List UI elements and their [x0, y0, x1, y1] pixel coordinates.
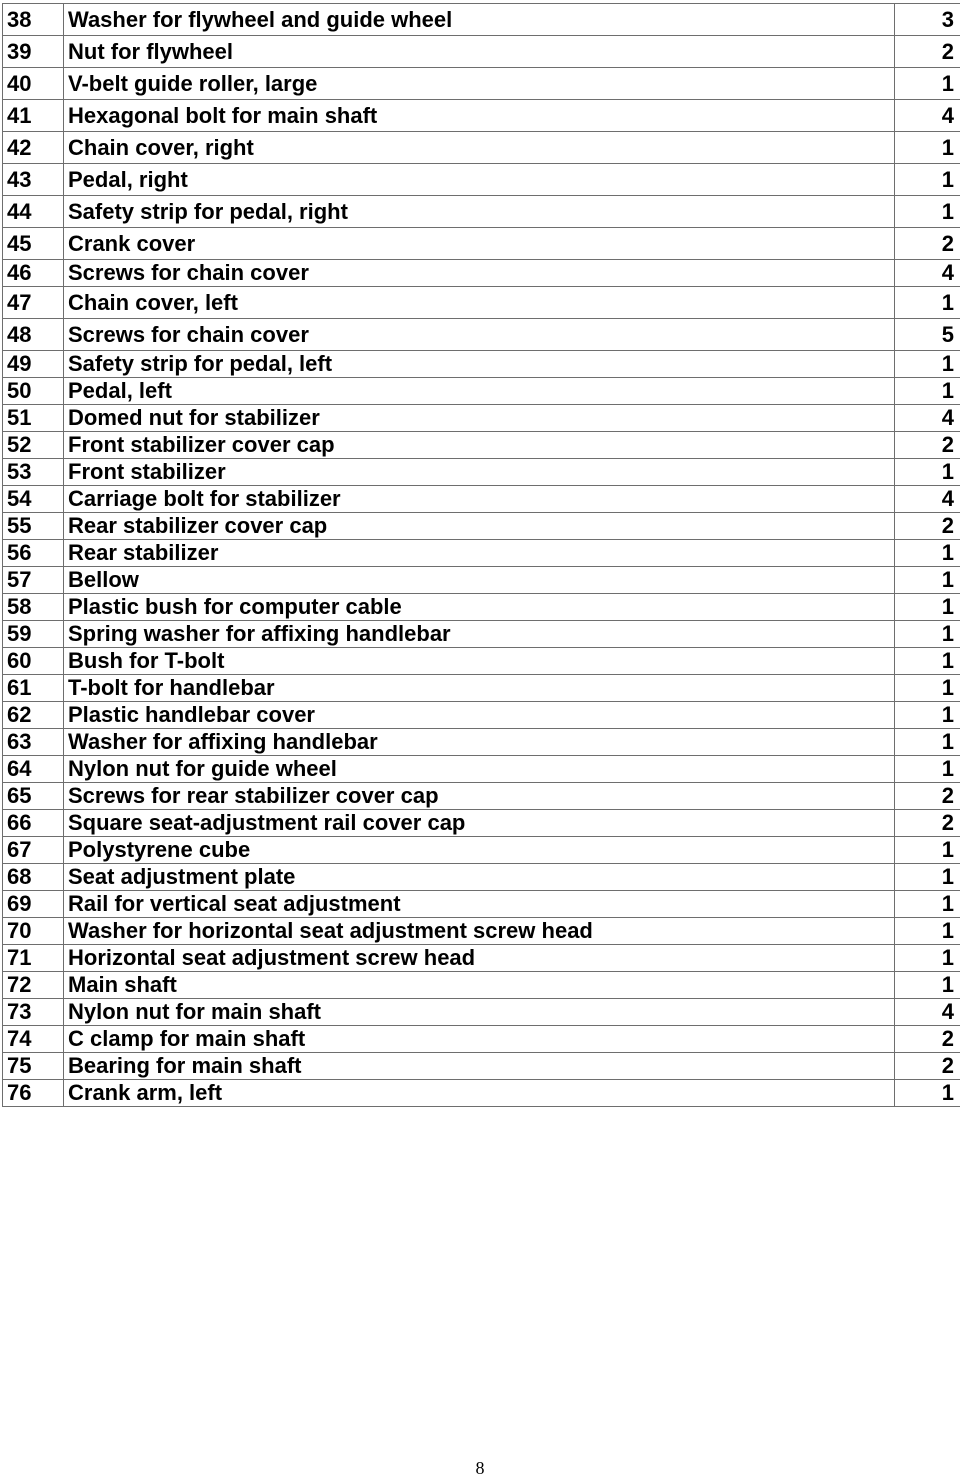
- part-quantity: 1: [895, 648, 960, 675]
- part-quantity: 1: [895, 567, 960, 594]
- part-quantity: 1: [895, 891, 960, 918]
- part-quantity: 1: [895, 68, 960, 100]
- part-quantity: 1: [895, 287, 960, 319]
- table-row: [3, 164, 960, 196]
- part-quantity: 2: [895, 228, 960, 260]
- part-description: Washer for affixing handlebar: [64, 729, 895, 756]
- part-number: 42: [3, 132, 64, 164]
- table-row: [3, 459, 960, 486]
- part-description: Spring washer for affixing handlebar: [64, 621, 895, 648]
- part-description: Chain cover, right: [64, 132, 895, 164]
- table-row: [3, 1053, 960, 1080]
- table-row: [3, 837, 960, 864]
- part-description: Safety strip for pedal, right: [64, 196, 895, 228]
- table-row: [3, 729, 960, 756]
- part-number: 43: [3, 164, 64, 196]
- part-number: 41: [3, 100, 64, 132]
- part-quantity: 4: [895, 486, 960, 513]
- part-description: Crank cover: [64, 228, 895, 260]
- part-description: Carriage bolt for stabilizer: [64, 486, 895, 513]
- part-quantity: 2: [895, 513, 960, 540]
- table-row: [3, 918, 960, 945]
- parts-list-table: [2, 3, 960, 1107]
- parts-list-body: [3, 4, 960, 1107]
- part-description: Domed nut for stabilizer: [64, 405, 895, 432]
- part-number: 55: [3, 513, 64, 540]
- part-description: Chain cover, left: [64, 287, 895, 319]
- table-row: [3, 36, 960, 68]
- part-number: 50: [3, 378, 64, 405]
- part-description: Front stabilizer cover cap: [64, 432, 895, 459]
- part-description: Bearing for main shaft: [64, 1053, 895, 1080]
- part-description: Horizontal seat adjustment screw head: [64, 945, 895, 972]
- part-number: 65: [3, 783, 64, 810]
- part-description: Rear stabilizer: [64, 540, 895, 567]
- table-row: [3, 594, 960, 621]
- part-quantity: 1: [895, 918, 960, 945]
- part-number: 38: [3, 4, 64, 36]
- table-row: [3, 783, 960, 810]
- table-row: [3, 4, 960, 36]
- part-description: Screws for rear stabilizer cover cap: [64, 783, 895, 810]
- part-quantity: 2: [895, 432, 960, 459]
- table-row: [3, 864, 960, 891]
- part-quantity: 1: [895, 378, 960, 405]
- table-row: [3, 228, 960, 260]
- part-quantity: 1: [895, 756, 960, 783]
- table-row: [3, 100, 960, 132]
- part-quantity: 2: [895, 1026, 960, 1053]
- part-number: 62: [3, 702, 64, 729]
- part-quantity: 1: [895, 945, 960, 972]
- part-number: 57: [3, 567, 64, 594]
- table-row: [3, 567, 960, 594]
- part-number: 67: [3, 837, 64, 864]
- table-row: [3, 132, 960, 164]
- part-quantity: 1: [895, 864, 960, 891]
- page-number: 8: [0, 1458, 960, 1479]
- part-description: Washer for horizontal seat adjustment screw head: [64, 918, 895, 945]
- part-description: Pedal, left: [64, 378, 895, 405]
- part-description: Bellow: [64, 567, 895, 594]
- part-description: Crank arm, left: [64, 1080, 895, 1107]
- part-number: 48: [3, 319, 64, 351]
- part-description: Pedal, right: [64, 164, 895, 196]
- table-row: [3, 999, 960, 1026]
- part-number: 58: [3, 594, 64, 621]
- part-number: 73: [3, 999, 64, 1026]
- part-description: Seat adjustment plate: [64, 864, 895, 891]
- part-quantity: 4: [895, 405, 960, 432]
- part-number: 63: [3, 729, 64, 756]
- table-row: [3, 756, 960, 783]
- table-row: [3, 675, 960, 702]
- table-row: [3, 972, 960, 999]
- part-quantity: 1: [895, 459, 960, 486]
- part-number: 74: [3, 1026, 64, 1053]
- part-number: 46: [3, 260, 64, 287]
- part-number: 60: [3, 648, 64, 675]
- table-row: [3, 486, 960, 513]
- table-row: [3, 378, 960, 405]
- part-description: T-bolt for handlebar: [64, 675, 895, 702]
- table-row: [3, 319, 960, 351]
- part-description: Front stabilizer: [64, 459, 895, 486]
- part-number: 51: [3, 405, 64, 432]
- part-description: Bush for T-bolt: [64, 648, 895, 675]
- part-number: 69: [3, 891, 64, 918]
- part-number: 53: [3, 459, 64, 486]
- part-description: Plastic handlebar cover: [64, 702, 895, 729]
- part-number: 76: [3, 1080, 64, 1107]
- table-row: [3, 540, 960, 567]
- part-quantity: 1: [895, 1080, 960, 1107]
- part-description: Hexagonal bolt for main shaft: [64, 100, 895, 132]
- part-quantity: 1: [895, 594, 960, 621]
- table-row: [3, 621, 960, 648]
- part-number: 56: [3, 540, 64, 567]
- part-description: Nylon nut for main shaft: [64, 999, 895, 1026]
- table-row: [3, 513, 960, 540]
- part-quantity: 2: [895, 783, 960, 810]
- part-quantity: 1: [895, 164, 960, 196]
- part-number: 49: [3, 351, 64, 378]
- part-quantity: 4: [895, 999, 960, 1026]
- part-description: Screws for chain cover: [64, 319, 895, 351]
- part-description: Main shaft: [64, 972, 895, 999]
- part-number: 66: [3, 810, 64, 837]
- part-quantity: 2: [895, 36, 960, 68]
- part-number: 45: [3, 228, 64, 260]
- part-description: Polystyrene cube: [64, 837, 895, 864]
- part-quantity: 1: [895, 540, 960, 567]
- part-quantity: 1: [895, 837, 960, 864]
- part-number: 71: [3, 945, 64, 972]
- table-row: [3, 891, 960, 918]
- table-row: [3, 68, 960, 100]
- table-row: [3, 702, 960, 729]
- table-row: [3, 810, 960, 837]
- part-quantity: 1: [895, 196, 960, 228]
- part-quantity: 1: [895, 621, 960, 648]
- part-quantity: 1: [895, 729, 960, 756]
- part-description: Safety strip for pedal, left: [64, 351, 895, 378]
- table-row: [3, 945, 960, 972]
- table-row: [3, 287, 960, 319]
- part-description: C clamp for main shaft: [64, 1026, 895, 1053]
- part-description: Screws for chain cover: [64, 260, 895, 287]
- part-description: Rail for vertical seat adjustment: [64, 891, 895, 918]
- part-number: 59: [3, 621, 64, 648]
- table-row: [3, 1026, 960, 1053]
- part-quantity: 1: [895, 972, 960, 999]
- part-description: V-belt guide roller, large: [64, 68, 895, 100]
- part-quantity: 1: [895, 702, 960, 729]
- part-description: Washer for flywheel and guide wheel: [64, 4, 895, 36]
- part-quantity: 2: [895, 810, 960, 837]
- part-quantity: 3: [895, 4, 960, 36]
- part-number: 75: [3, 1053, 64, 1080]
- part-quantity: 4: [895, 100, 960, 132]
- part-quantity: 5: [895, 319, 960, 351]
- part-number: 72: [3, 972, 64, 999]
- part-description: Nylon nut for guide wheel: [64, 756, 895, 783]
- part-number: 40: [3, 68, 64, 100]
- table-row: [3, 260, 960, 287]
- part-description: Nut for flywheel: [64, 36, 895, 68]
- table-row: [3, 196, 960, 228]
- part-number: 61: [3, 675, 64, 702]
- table-row: [3, 405, 960, 432]
- part-description: Square seat-adjustment rail cover cap: [64, 810, 895, 837]
- part-description: Rear stabilizer cover cap: [64, 513, 895, 540]
- part-number: 44: [3, 196, 64, 228]
- part-number: 70: [3, 918, 64, 945]
- part-quantity: 1: [895, 132, 960, 164]
- part-number: 39: [3, 36, 64, 68]
- table-row: [3, 1080, 960, 1107]
- part-quantity: 2: [895, 1053, 960, 1080]
- table-row: [3, 432, 960, 459]
- part-number: 64: [3, 756, 64, 783]
- part-quantity: 1: [895, 351, 960, 378]
- part-description: Plastic bush for computer cable: [64, 594, 895, 621]
- table-row: [3, 351, 960, 378]
- part-number: 52: [3, 432, 64, 459]
- table-row: [3, 648, 960, 675]
- part-number: 47: [3, 287, 64, 319]
- part-number: 68: [3, 864, 64, 891]
- part-quantity: 1: [895, 675, 960, 702]
- part-quantity: 4: [895, 260, 960, 287]
- part-number: 54: [3, 486, 64, 513]
